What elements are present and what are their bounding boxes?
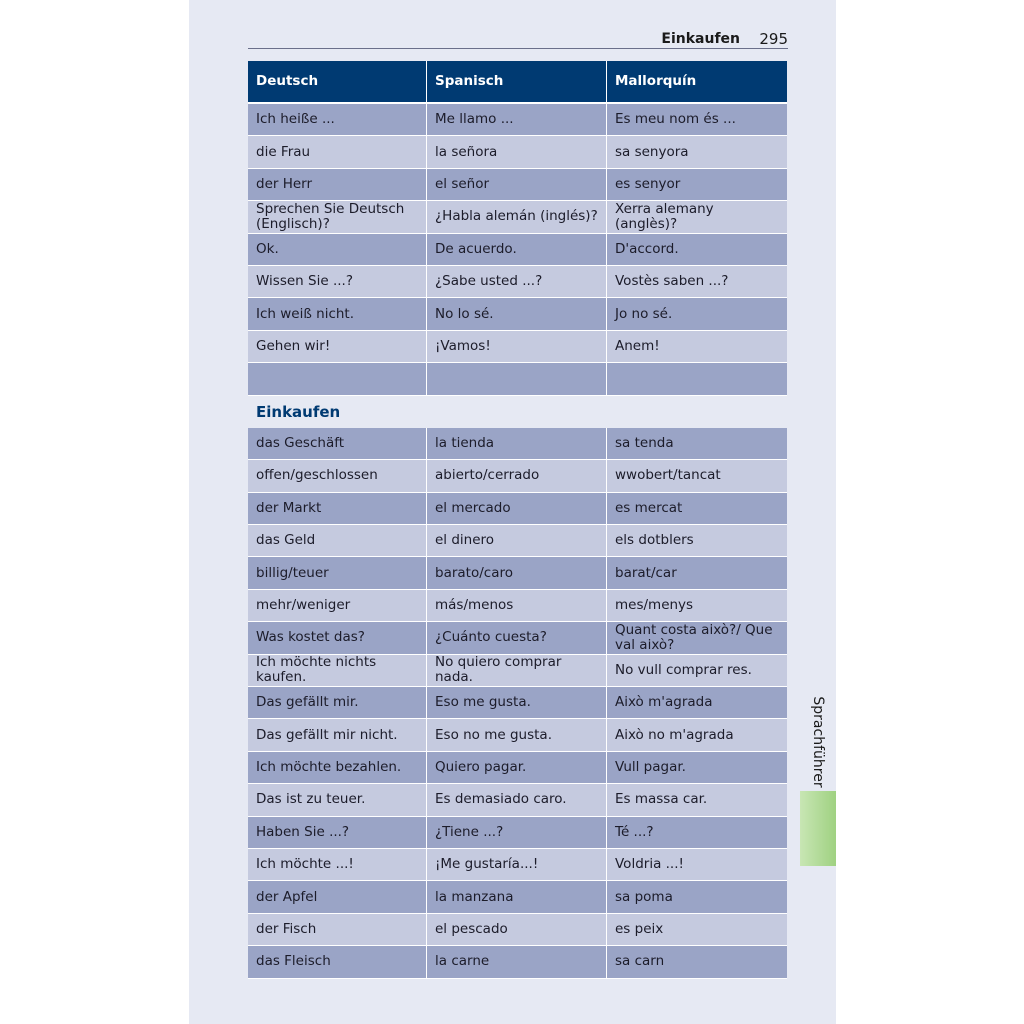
cell-deutsch: die Frau	[248, 136, 427, 168]
table-body-bottom	[248, 428, 787, 979]
cell-deutsch: der Markt	[248, 493, 427, 525]
table-row	[248, 817, 787, 849]
cell-spanisch: la carne	[427, 946, 607, 978]
cell-spanisch: ¿Tiene ...?	[427, 817, 607, 849]
cell-mallorquin: sa senyora	[607, 136, 787, 168]
cell-spanisch: De acuerdo.	[427, 234, 607, 266]
cell-mallorquin: No vull comprar res.	[607, 655, 787, 687]
cell-mallorquin: Això no m'agrada	[607, 719, 787, 751]
cell-mallorquin: Té ...?	[607, 817, 787, 849]
table-row	[248, 136, 787, 168]
table-row	[248, 234, 787, 266]
cell-mallorquin: mes/menys	[607, 590, 787, 622]
cell-deutsch: Sprechen Sie Deutsch (Englisch)?	[248, 201, 427, 233]
cell-spanisch: No lo sé.	[427, 298, 607, 330]
table-row	[248, 946, 787, 978]
cell-spanisch: Eso me gusta.	[427, 687, 607, 719]
cell-deutsch: Ich möchte ...!	[248, 849, 427, 881]
cell-deutsch	[248, 363, 427, 395]
cell-spanisch: el pescado	[427, 914, 607, 946]
table-row	[248, 428, 787, 460]
cell-mallorquin: es peix	[607, 914, 787, 946]
table-row	[248, 201, 787, 233]
cell-deutsch: Das gefällt mir nicht.	[248, 719, 427, 751]
cell-mallorquin: D'accord.	[607, 234, 787, 266]
cell-mallorquin: Es massa car.	[607, 784, 787, 816]
cell-deutsch: Ich weiß nicht.	[248, 298, 427, 330]
cell-deutsch: Haben Sie ...?	[248, 817, 427, 849]
section-title-einkaufen: Einkaufen	[248, 396, 787, 428]
cell-deutsch: das Geschäft	[248, 428, 427, 460]
page-number: 295	[759, 30, 788, 48]
side-tab	[800, 692, 836, 792]
cell-mallorquin: wwobert/tancat	[607, 460, 787, 492]
table-row	[248, 655, 787, 687]
cell-mallorquin: sa tenda	[607, 428, 787, 460]
table-header-row	[248, 61, 787, 104]
side-tab-label: Sprachführer	[810, 696, 826, 788]
cell-spanisch: el señor	[427, 169, 607, 201]
cell-mallorquin: Anem!	[607, 331, 787, 363]
cell-spanisch: Eso no me gusta.	[427, 719, 607, 751]
table-row	[248, 298, 787, 330]
cell-spanisch: la tienda	[427, 428, 607, 460]
cell-mallorquin: sa carn	[607, 946, 787, 978]
cell-deutsch: Ich möchte nichts kaufen.	[248, 655, 427, 687]
cell-mallorquin: sa poma	[607, 881, 787, 913]
cell-mallorquin: Xerra alemany (anglès)?	[607, 201, 787, 233]
cell-spanisch	[427, 363, 607, 395]
cell-deutsch: Gehen wir!	[248, 331, 427, 363]
cell-spanisch: el mercado	[427, 493, 607, 525]
thumb-index-marker	[800, 791, 836, 866]
table-row	[248, 881, 787, 913]
cell-spanisch: Me llamo ...	[427, 104, 607, 136]
cell-deutsch: der Fisch	[248, 914, 427, 946]
table-body-top	[248, 104, 787, 396]
table-row	[248, 719, 787, 751]
table-row	[248, 525, 787, 557]
table-row	[248, 622, 787, 654]
cell-deutsch: Was kostet das?	[248, 622, 427, 654]
table-row	[248, 590, 787, 622]
cell-deutsch: billig/teuer	[248, 557, 427, 589]
cell-deutsch: Ok.	[248, 234, 427, 266]
cell-spanisch: ¡Vamos!	[427, 331, 607, 363]
cell-spanisch: No quiero comprar nada.	[427, 655, 607, 687]
cell-deutsch: das Fleisch	[248, 946, 427, 978]
cell-spanisch: la manzana	[427, 881, 607, 913]
cell-mallorquin: Es meu nom és ...	[607, 104, 787, 136]
cell-mallorquin: Vull pagar.	[607, 752, 787, 784]
cell-mallorquin: els dotblers	[607, 525, 787, 557]
table-row	[248, 460, 787, 492]
phrase-table	[248, 61, 787, 979]
cell-mallorquin: barat/car	[607, 557, 787, 589]
cell-mallorquin: Jo no sé.	[607, 298, 787, 330]
cell-mallorquin: es senyor	[607, 169, 787, 201]
header-cell-mallorquin: Mallorquín	[615, 73, 697, 89]
cell-spanisch: barato/caro	[427, 557, 607, 589]
header-cell-deutsch: Deutsch	[248, 61, 427, 102]
table-row	[248, 266, 787, 298]
table-row	[248, 493, 787, 525]
cell-deutsch: das Geld	[248, 525, 427, 557]
table-row	[248, 557, 787, 589]
cell-deutsch: Das gefällt mir.	[248, 687, 427, 719]
cell-spanisch: abierto/cerrado	[427, 460, 607, 492]
table-row	[248, 363, 787, 395]
cell-spanisch: Quiero pagar.	[427, 752, 607, 784]
table-row	[248, 784, 787, 816]
table-row	[248, 752, 787, 784]
running-head-section: Einkaufen	[661, 31, 740, 47]
cell-deutsch: Ich heiße ...	[248, 104, 427, 136]
cell-deutsch: Ich möchte bezahlen.	[248, 752, 427, 784]
cell-deutsch: der Apfel	[248, 881, 427, 913]
cell-spanisch: ¡Me gustaría...!	[427, 849, 607, 881]
cell-spanisch: la señora	[427, 136, 607, 168]
cell-spanisch: más/menos	[427, 590, 607, 622]
cell-spanisch: ¿Habla alemán (inglés)?	[427, 201, 607, 233]
header-cell-spanisch: Spanisch	[427, 61, 607, 102]
cell-deutsch: Das ist zu teuer.	[248, 784, 427, 816]
cell-mallorquin: Quant costa això?/ Que val això?	[607, 622, 787, 654]
table-row	[248, 914, 787, 946]
cell-spanisch: ¿Cuánto cuesta?	[427, 622, 607, 654]
table-row	[248, 104, 787, 136]
cell-deutsch: der Herr	[248, 169, 427, 201]
table-row	[248, 687, 787, 719]
cell-deutsch: offen/geschlossen	[248, 460, 427, 492]
table-row	[248, 169, 787, 201]
running-head	[248, 30, 788, 49]
cell-deutsch: mehr/weniger	[248, 590, 427, 622]
cell-spanisch: Es demasiado caro.	[427, 784, 607, 816]
cell-mallorquin: es mercat	[607, 493, 787, 525]
cell-mallorquin: Això m'agrada	[607, 687, 787, 719]
table-row	[248, 331, 787, 363]
cell-mallorquin: Vostès saben ...?	[607, 266, 787, 298]
table-row	[248, 849, 787, 881]
cell-spanisch: ¿Sabe usted ...?	[427, 266, 607, 298]
cell-deutsch: Wissen Sie ...?	[248, 266, 427, 298]
cell-mallorquin	[607, 363, 787, 395]
cell-mallorquin: Voldria ...!	[607, 849, 787, 881]
cell-spanisch: el dinero	[427, 525, 607, 557]
